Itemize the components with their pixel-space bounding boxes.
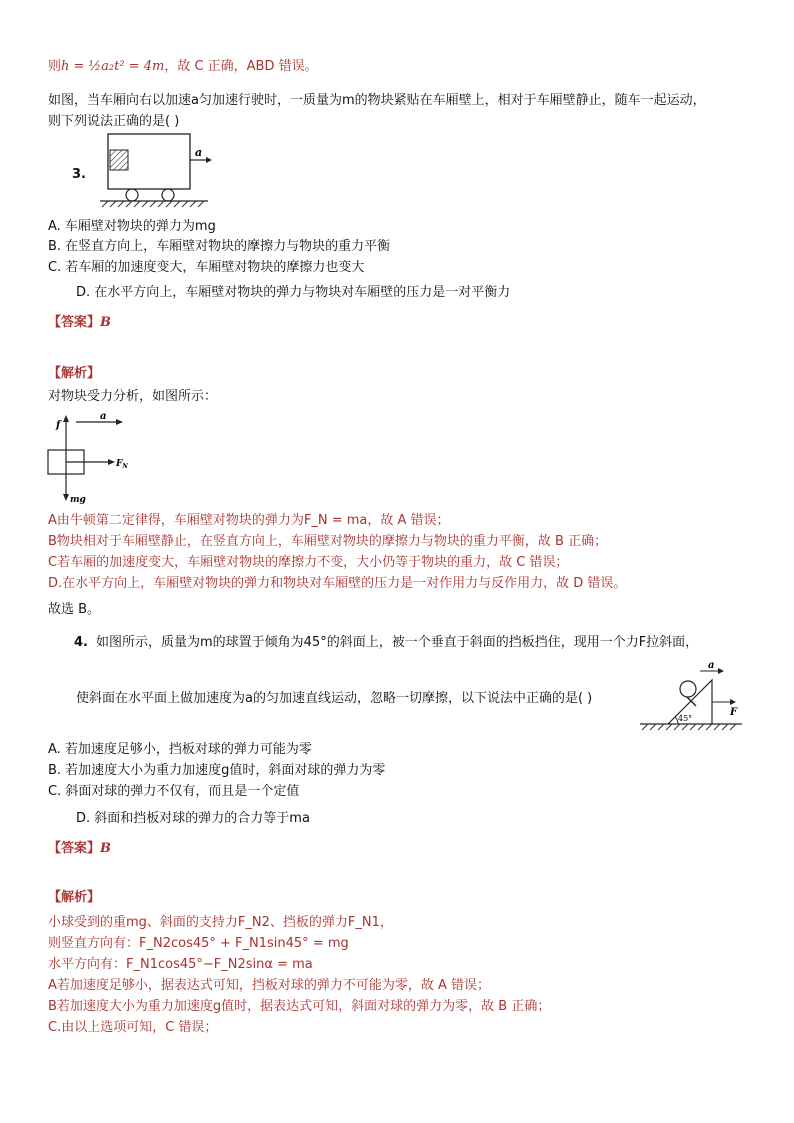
q4-explanation-6: C.由以上选项可知，C 错误； [48, 1020, 218, 1035]
fbd-label-mg: mg [70, 495, 86, 505]
q4-explanation-5: B若加速度大小为重力加速度g值时，据表达式可知，斜面对球的弹力为零，故 B 正确； [48, 999, 551, 1014]
q4-option-a: A. 若加速度足够小，挡板对球的弹力可能为零 [48, 742, 312, 757]
block [110, 150, 128, 170]
q4-explanation-4: A若加速度足够小，据表达式可知，挡板对球的弹力不可能为零，故 A 错误； [48, 978, 491, 993]
fbd-label-fn-sub: N [122, 463, 128, 470]
q4-option-c: C. 斜面对球的弹力不仅有，而且是一个定值 [48, 784, 300, 799]
fbd-label-fn [115, 459, 128, 470]
accel-label: a [195, 146, 203, 159]
prev-solution-suffix: ，故 C 正确，ABD 错误。 [164, 59, 318, 74]
q3-option-a: A. 车厢壁对物块的弹力为mg [48, 219, 216, 234]
q3-option-d: D. 在水平方向上，车厢壁对物块的弹力与物块对车厢壁的压力是一对平衡力 [76, 285, 511, 300]
q4-fig-label-a: a [708, 660, 715, 671]
q3-stem-line2: 则下列说法正确的是( ) [48, 114, 180, 129]
q3-answer-value: B [100, 315, 112, 330]
q4-fig-label-f: F [730, 707, 738, 718]
normal-force-arrowhead [108, 459, 115, 465]
q3-option-c: C. 若车厢的加速度变大，车厢壁对物块的摩擦力也变大 [48, 260, 365, 275]
q4-stem-line1: 如图所示，质量为m的球置于倾角为45°的斜面上，被一个垂直于斜面的挡板挡住，现用一个力F拉斜面， [96, 635, 699, 650]
ground-hatching [102, 201, 204, 207]
q4-incline-figure [638, 660, 748, 732]
ball [680, 681, 696, 697]
q4-answer-value: B [100, 841, 112, 856]
q4-option-d: D. 斜面和挡板对球的弹力的合力等于ma [76, 811, 310, 826]
ground-hatching-q4 [642, 724, 736, 730]
q3-explanation-a: A由牛顿第二定律得，车厢壁对物块的弹力为F_N = ma，故 A 错误； [48, 513, 450, 528]
q4-answer [48, 840, 111, 858]
prev-solution-line [48, 58, 318, 76]
wheel-left [126, 189, 138, 201]
accel-arrowhead-fbd [116, 419, 123, 425]
q4-number: 4. [74, 635, 88, 650]
q3-explanation-c: C若车厢的加速度变大，车厢壁对物块的摩擦力不变，大小仍等于物块的重力，故 C 错误； [48, 555, 569, 570]
q4-answer-label: 【答案】 [48, 841, 101, 856]
q4-explanation-3: 水平方向有：F_N1cos45°−F_N2sinα = ma [48, 957, 313, 972]
q4-stem-line2: 使斜面在水平面上做加速度为a的匀加速直线运动，忽略一切摩擦，以下说法中正确的是( ) [76, 691, 593, 706]
q3-number: 3. [72, 167, 86, 182]
q3-analysis-label: 【解析】 [48, 366, 101, 381]
q3-explanation-b: B物块相对于车厢壁静止，在竖直方向上，车厢壁对物块的摩擦力与物块的重力平衡，故 B 正确； [48, 534, 608, 549]
q4-explanation-1: 小球受到的重mg、斜面的支持力F_N2、挡板的弹力F_N1， [48, 915, 393, 930]
gravity-arrowhead [63, 494, 69, 501]
prev-solution-formula: h = ½a₂t² = 4m [61, 59, 165, 74]
q3-conclusion: 故选 B。 [48, 602, 101, 617]
q3-option-b: B. 在竖直方向上，车厢壁对物块的摩擦力与物块的重力平衡 [48, 239, 391, 254]
prev-solution-prefix: 则 [48, 59, 62, 74]
accel-arrowhead-q4 [718, 668, 724, 674]
q3-analysis-intro: 对物块受力分析，如图所示： [48, 389, 218, 404]
friction-arrowhead [63, 415, 69, 422]
q4-fig-label-angle: 45° [678, 714, 693, 723]
fbd-label-a: a [100, 412, 107, 422]
q3-answer [48, 314, 111, 332]
q4-explanation-2: 则竖直方向有：F_N2cos45° + F_N1sin45° = mg [48, 936, 349, 951]
q3-free-body-diagram [44, 412, 144, 508]
q4-option-b: B. 若加速度大小为重力加速度g值时，斜面对球的弹力为零 [48, 763, 386, 778]
q3-stem-line1: 如图，当车厢向右以加速a匀加速行驶时，一质量为m的物块紧贴在车厢壁上，相对于车厢壁静止，随车一起运动， [48, 93, 706, 108]
fbd-label-fn-main: F [116, 459, 123, 469]
fbd-label-f: f [56, 420, 61, 431]
q3-train-car-figure [100, 132, 220, 214]
q3-answer-label: 【答案】 [48, 315, 101, 330]
q3-explanation-d: D.在水平方向上，车厢壁对物块的弹力和物块对车厢壁的压力是一对作用力与反作用力，故 D 错误。 [48, 576, 627, 591]
wheel-right [162, 189, 174, 201]
acceleration-arrowhead [206, 157, 212, 163]
q4-analysis-label: 【解析】 [48, 890, 101, 905]
pull-force-arrowhead [730, 699, 736, 705]
